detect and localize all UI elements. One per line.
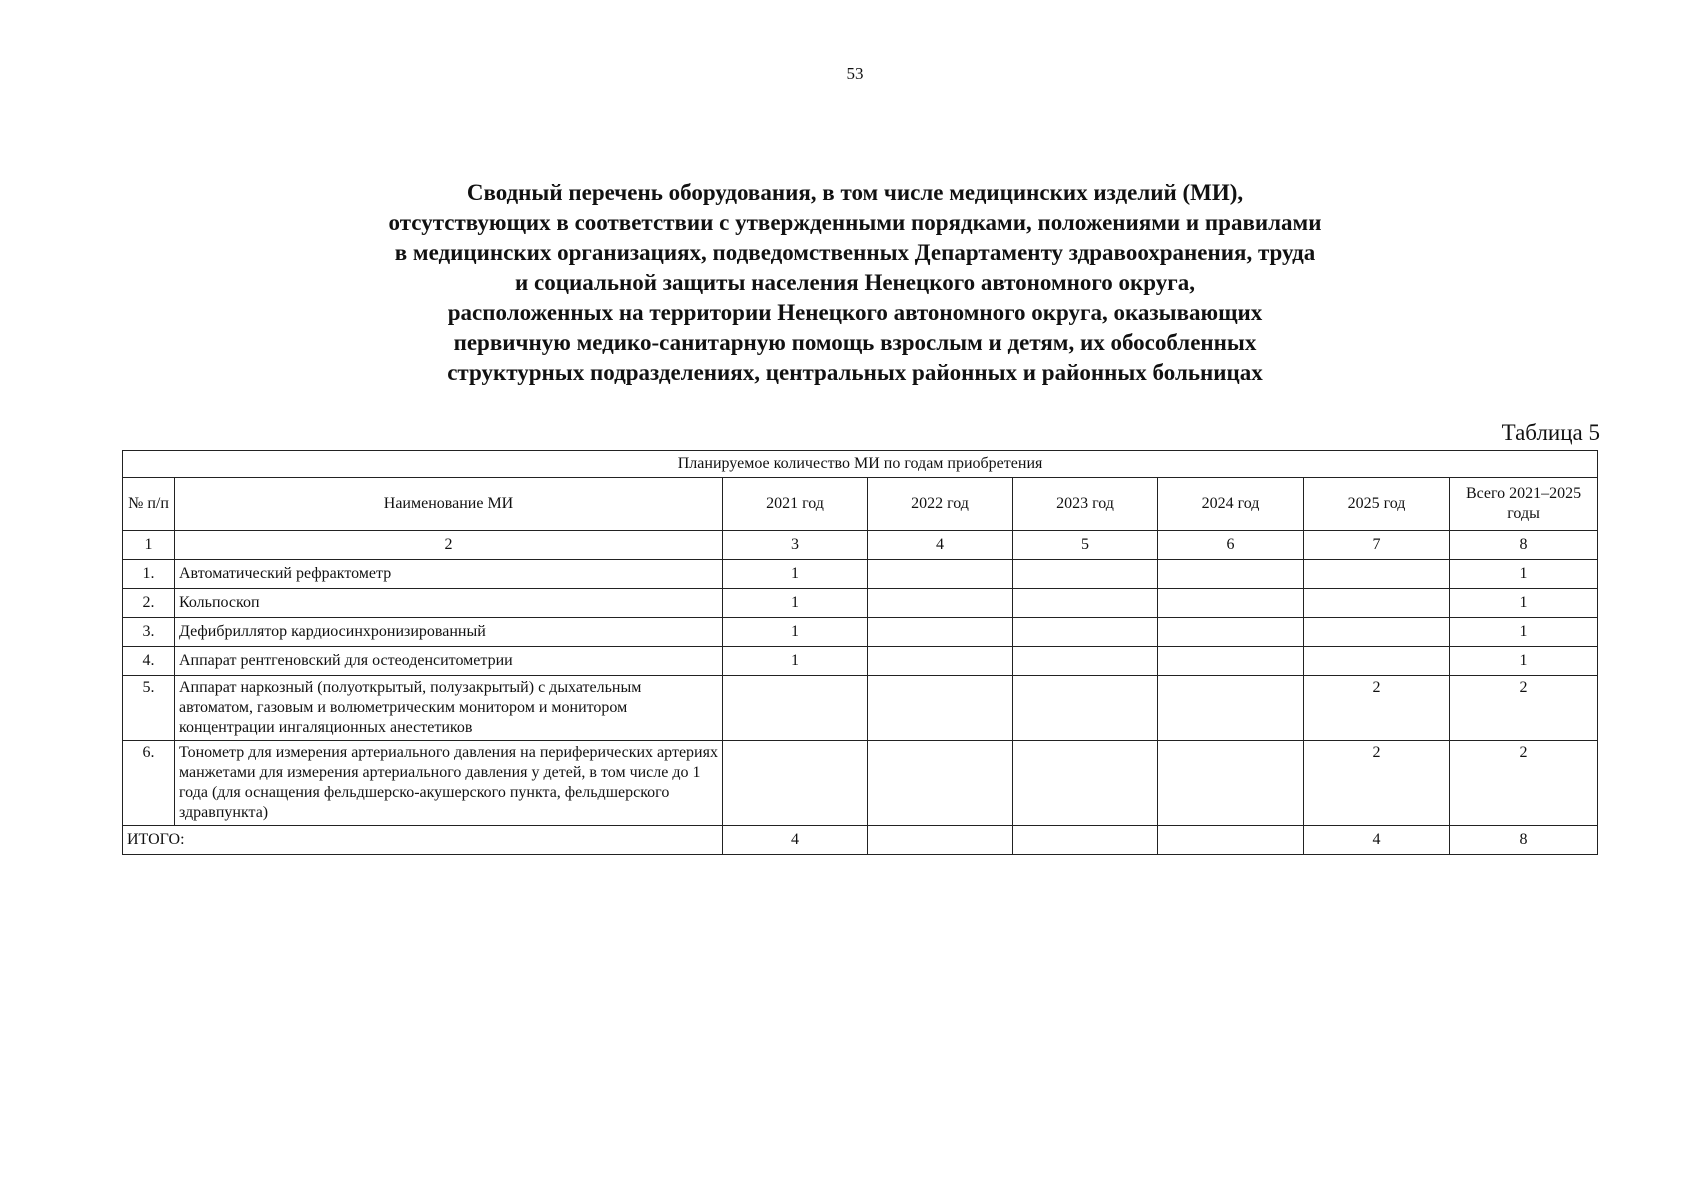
- row-2025: [1304, 647, 1450, 676]
- column-number: 2: [175, 531, 723, 560]
- total-row: [123, 826, 1598, 855]
- header-2024: 2024 год: [1158, 478, 1304, 531]
- row-2025: 2: [1304, 676, 1450, 741]
- row-2024: [1158, 676, 1304, 741]
- row-2025: [1304, 560, 1450, 589]
- plan-header: Планируемое количество МИ по годам приобретения: [123, 451, 1598, 478]
- total-2022: [868, 826, 1013, 855]
- row-2021: [723, 741, 868, 826]
- title-line: и социальной защиты населения Ненецкого автономного округа,: [515, 270, 1195, 295]
- column-number: 7: [1304, 531, 1450, 560]
- row-num: 6.: [123, 741, 175, 826]
- row-name: Аппарат рентгеновский для остеоденситометрии: [175, 647, 723, 676]
- row-total: 1: [1450, 618, 1598, 647]
- table-label: Таблица 5: [1501, 420, 1600, 445]
- row-2022: [868, 589, 1013, 618]
- row-2023: [1013, 647, 1158, 676]
- row-2024: [1158, 741, 1304, 826]
- column-number: 8: [1450, 531, 1598, 560]
- column-number-row: [123, 531, 1598, 560]
- column-number: 5: [1013, 531, 1158, 560]
- header-num: № п/п: [123, 478, 175, 531]
- column-header-row: [123, 478, 1598, 531]
- row-total: 1: [1450, 589, 1598, 618]
- total-label: ИТОГО:: [123, 826, 723, 855]
- document-title: [200, 178, 1510, 388]
- row-2023: [1013, 560, 1158, 589]
- row-2023: [1013, 589, 1158, 618]
- row-2024: [1158, 647, 1304, 676]
- table-row: [123, 618, 1598, 647]
- column-number: 4: [868, 531, 1013, 560]
- row-total: 1: [1450, 560, 1598, 589]
- row-2023: [1013, 741, 1158, 826]
- row-total: 2: [1450, 741, 1598, 826]
- row-2021: 1: [723, 618, 868, 647]
- row-2023: [1013, 618, 1158, 647]
- header-total: Всего 2021–2025 годы: [1450, 478, 1598, 531]
- row-2021: 1: [723, 647, 868, 676]
- row-2021: 1: [723, 589, 868, 618]
- row-num: 4.: [123, 647, 175, 676]
- row-2025: [1304, 589, 1450, 618]
- row-num: 3.: [123, 618, 175, 647]
- total-all: 8: [1450, 826, 1598, 855]
- column-number: 1: [123, 531, 175, 560]
- row-2022: [868, 560, 1013, 589]
- title-line: структурных подразделениях, центральных районных и районных больницах: [447, 360, 1263, 385]
- table-row: [123, 741, 1598, 826]
- row-num: 2.: [123, 589, 175, 618]
- header-2023: 2023 год: [1013, 478, 1158, 531]
- row-2024: [1158, 560, 1304, 589]
- row-2021: [723, 676, 868, 741]
- header-2021: 2021 год: [723, 478, 868, 531]
- row-2025: 2: [1304, 741, 1450, 826]
- row-name: Аппарат наркозный (полуоткрытый, полузакрытый) с дыхательным автоматом, газовым и волюметрическим монитором и монитором концентрации ингаляционных анестетиков: [175, 676, 723, 741]
- total-2025: 4: [1304, 826, 1450, 855]
- header-name: Наименование МИ: [175, 478, 723, 531]
- plan-header-row: [123, 451, 1598, 478]
- column-number: 3: [723, 531, 868, 560]
- total-2021: 4: [723, 826, 868, 855]
- title-line: в медицинских организациях, подведомственных Департаменту здравоохранения, труда: [394, 240, 1316, 265]
- row-2022: [868, 647, 1013, 676]
- row-num: 1.: [123, 560, 175, 589]
- table-row: [123, 676, 1598, 741]
- total-2024: [1158, 826, 1304, 855]
- row-2022: [868, 618, 1013, 647]
- header-2025: 2025 год: [1304, 478, 1450, 531]
- table-row: [123, 589, 1598, 618]
- table-row: [123, 560, 1598, 589]
- row-2021: 1: [723, 560, 868, 589]
- row-name: Кольпоскоп: [175, 589, 723, 618]
- title-line: первичную медико-санитарную помощь взрослым и детям, их обособленных: [453, 330, 1257, 355]
- row-total: 2: [1450, 676, 1598, 741]
- row-2023: [1013, 676, 1158, 741]
- row-num: 5.: [123, 676, 175, 741]
- title-line: Сводный перечень оборудования, в том числе медицинских изделий (МИ),: [466, 180, 1244, 205]
- table-row: [123, 647, 1598, 676]
- row-2024: [1158, 618, 1304, 647]
- total-2023: [1013, 826, 1158, 855]
- page-number: 53: [846, 64, 864, 83]
- column-number: 6: [1158, 531, 1304, 560]
- row-2022: [868, 741, 1013, 826]
- title-line: отсутствующих в соответствии с утвержденными порядками, положениями и правилами: [388, 210, 1322, 235]
- row-2024: [1158, 589, 1304, 618]
- row-name: Тонометр для измерения артериального давления на периферических артериях манжетами для измерения артериального давления у детей, в том числе до 1 года (для оснащения фельдшерско-акушерского пункта, фельдшерского здравпункта): [175, 741, 723, 826]
- row-total: 1: [1450, 647, 1598, 676]
- equipment-table: [122, 450, 1598, 855]
- title-line: расположенных на территории Ненецкого автономного округа, оказывающих: [447, 300, 1263, 325]
- row-name: Автоматический рефрактометр: [175, 560, 723, 589]
- header-2022: 2022 год: [868, 478, 1013, 531]
- row-2025: [1304, 618, 1450, 647]
- row-2022: [868, 676, 1013, 741]
- row-name: Дефибриллятор кардиосинхронизированный: [175, 618, 723, 647]
